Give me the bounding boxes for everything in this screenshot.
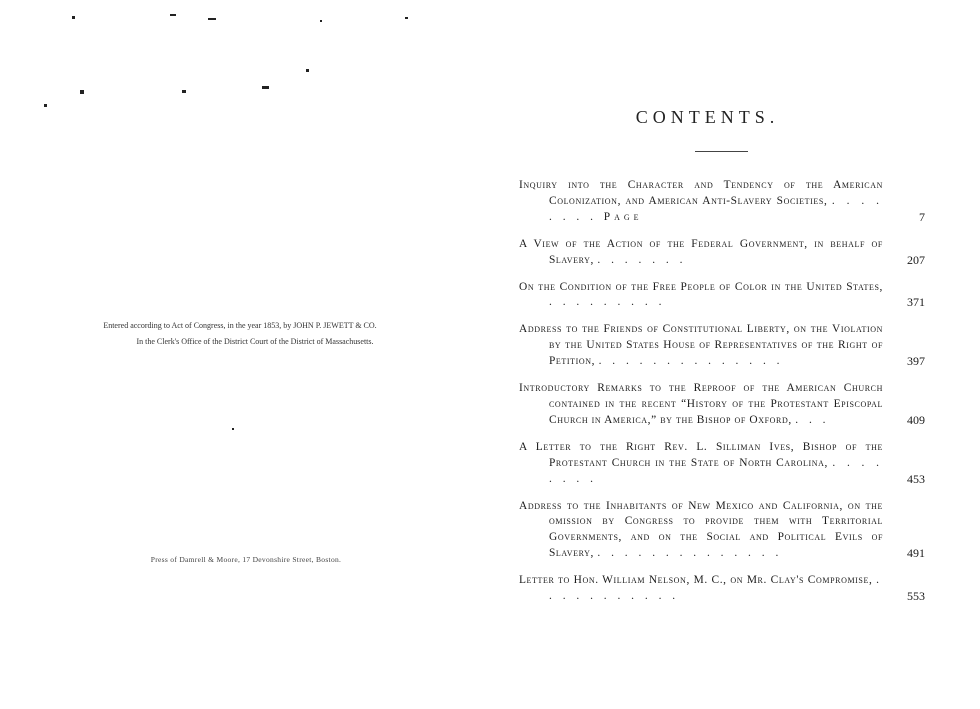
toc-leader-dots: . . . . . . . . . . . [549,574,883,603]
toc-entry-title: Address to the Friends of Constitutional Liberty, on the Violation by the United States House of Representatives of the Right of Petition, [519,323,883,368]
ink-speck [44,104,47,107]
ink-speck [405,17,408,19]
toc-page-number: 207 [907,252,925,267]
ink-speck [80,90,84,94]
toc-entry-title: A Letter to the Right Rev. L. Silliman Ives, Bishop of the Protestant Church in the State of North Carolina, [519,440,883,469]
toc-leader-dots: . . . . . . . [597,253,687,266]
toc-entry[interactable] [519,381,925,429]
toc-page-number: 409 [907,412,925,427]
ink-speck [232,428,234,430]
toc-entry[interactable] [519,237,925,269]
toc-entry-title: On the Condition of the Free People of Color in the United States, [519,280,883,293]
toc-entry[interactable] [519,499,925,563]
toc-entry-title: Address to the Inhabitants of New Mexico and California, on the omission by Congress to provide them with Territorial Governments, and on the Social and Political Evils of Slavery, [519,499,883,560]
ink-speck [170,14,176,16]
toc-page-number: 453 [907,471,925,486]
page-title: CONTENTS. [635,107,780,127]
ink-speck [72,16,75,19]
toc-page-number: 397 [907,354,925,369]
toc-entry-title: Introductory Remarks to the Reproof of the American Church contained in the recent “History of the Protestant Episcopal Church in America,” by the Bishop of Oxford, [519,382,883,426]
toc-entry[interactable] [519,440,925,488]
copyright-line-1: Entered according to Act of Congress, in the year 1853, by JOHN P. JEWETT & CO. [103,321,377,330]
toc-page-number: 491 [907,546,925,561]
toc-page-number: 371 [907,295,925,310]
toc-entry[interactable] [519,178,925,226]
title-rule [695,151,748,152]
toc-leader-dots: . . . [795,413,830,426]
toc-entry-title: Letter to Hon. William Nelson, M. C., on Mr. Clay's Compromise, [519,574,873,587]
toc-leader-dots: . . . . . . . . Page [549,194,883,223]
toc-entry-title: Inquiry into the Character and Tendency of the American Colonization, and American Anti-Slavery Societies, [519,179,883,207]
ink-speck [306,69,309,72]
ink-speck [320,20,322,22]
toc-entry[interactable] [519,280,925,312]
toc-page-number: 553 [907,589,925,604]
table-of-contents [519,178,925,616]
toc-leader-dots: . . . . . . . . . . . . . . [598,355,784,368]
toc-page-number: 7 [919,209,925,224]
copyright-line-2: In the Clerk's Office of the District Court of the District of Massachusetts. [136,337,374,346]
toc-entry-title: A View of the Action of the Federal Government, in behalf of Slavery, [519,237,883,266]
printer-imprint: Press of Damrell & Moore, 17 Devonshire Street, Boston. [150,555,342,564]
toc-leader-dots: . . . . . . . . . [549,296,666,309]
toc-entry[interactable] [519,322,925,370]
toc-leader-dots: . . . . . . . . [549,456,884,485]
right-page [490,0,980,709]
ink-speck [182,90,186,93]
toc-leader-dots: . . . . . . . . . . . . . . [597,547,783,560]
ink-speck [262,86,269,89]
ink-speck [208,18,216,20]
copyright-notice [30,318,450,350]
toc-entry[interactable] [519,573,925,605]
